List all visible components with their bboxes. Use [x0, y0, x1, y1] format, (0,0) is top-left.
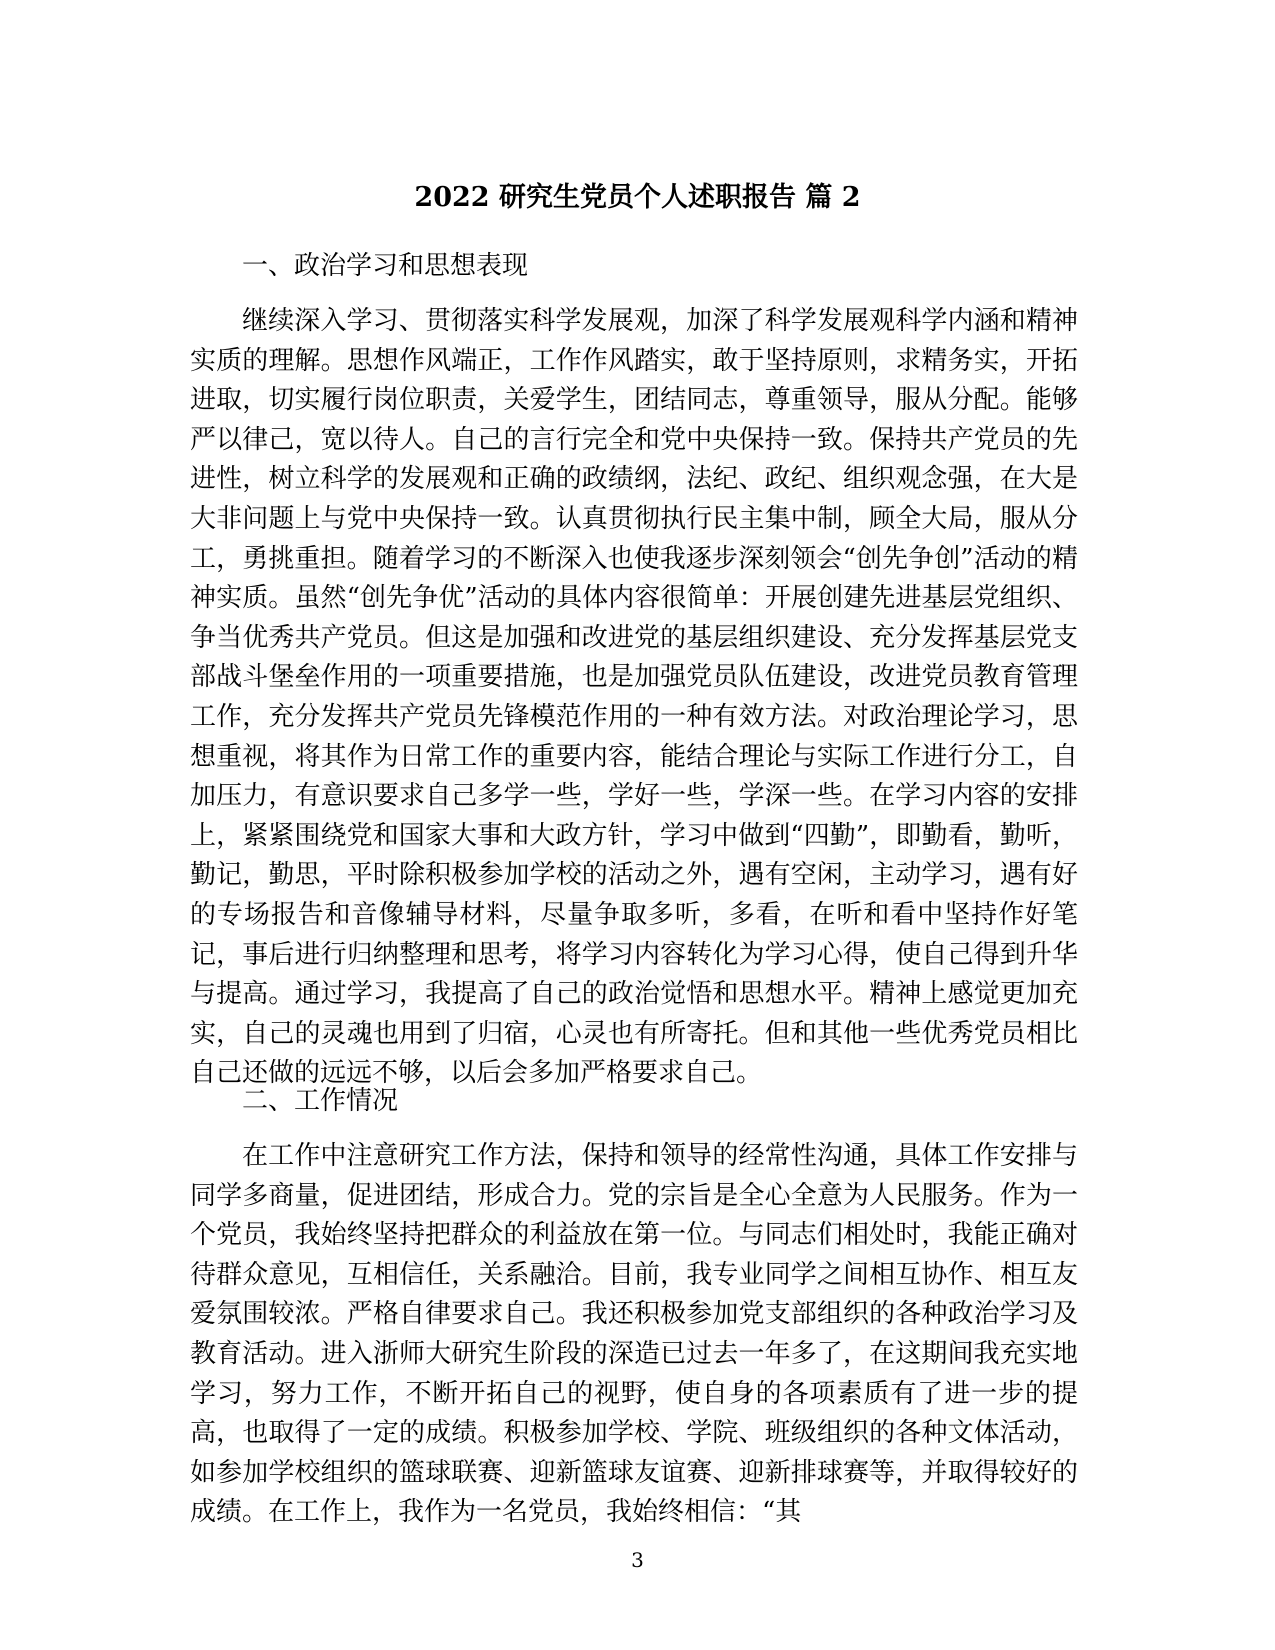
section-paragraph-political-study: 继续深入学习、贯彻落实科学发展观，加深了科学发展观科学内涵和精神实质的理解。思想作风端正，工作作风踏实，敢于坚持原则，求精务实，开拓进取，切实履行岗位职责，关爱学生，团结同志，尊重领导，服从分配。能够严以律己，宽以待人。自己的言行完全和党中央保持一致。保持共产党员的先进性，树立科学的发展观和正确的政绩纲，法纪、政纪、组织观念强，在大是大非问题上与党中央保持一致。认真贯彻执行民主集中制，顾全大局，服从分工，勇挑重担。随着学习的不断深入也使我逐步深刻领会“创先争创”活动的精神实质。虽然“创先争优”活动的具体内容很简单：开展创建先进基层党组织、争当优秀共产党员。但这是加强和改进党的基层组织建设、充分发挥基层党支部战斗堡垒作用的一项重要措施，也是加强党员队伍建设，改进党员教育管理工作，充分发挥共产党员先锋模范作用的一种有效方法。对政治理论学习，思想重视，将其作为日常工作的重要内容，能结合理论与实际工作进行分工，自加压力，有意识要求自己多学一些，学好一些，学深一些。在学习内容的安排上，紧紧围绕党和国家大事和大政方针，学习中做到“四勤”，即勤看，勤听，勤记，勤思，平时除积极参加学校的活动之外，遇有空闲，主动学习，遇有好的专场报告和音像辅导材料，尽量争取多听，多看，在听和看中坚持作好笔记，事后进行归纳整理和思考，将学习内容转化为学习心得，使自己得到升华与提高。通过学习，我提高了自己的政治觉悟和思想水平。精神上感觉更加充实，自己的灵魂也用到了归宿，心灵也有所寄托。但和其他一些优秀党员相比自己还做的远远不够，以后会多加严格要求自己。: [190, 306, 1078, 1089]
section-paragraph-work: 在工作中注意研究工作方法，保持和领导的经常性沟通，具体工作安排与同学多商量，促进团结，形成合力。党的宗旨是全心全意为人民服务。作为一个党员，我始终坚持把群众的利益放在第一位。与同志们相处时，我能正确对待群众意见，互相信任，关系融洽。目前，我专业同学之间相互协作、相互友爱氛围较浓。严格自律要求自己。我还积极参加党支部组织的各种政治学习及教育活动。进入浙师大研究生阶段的深造已过去一年多了，在这期间我充实地学习，努力工作，不断开拓自己的视野，使自身的各项素质有了进一步的提高，也取得了一定的成绩。积极参加学校、学院、班级组织的各种文体活动，如参加学校组织的篮球联赛、迎新篮球友谊赛、迎新排球赛等，并取得较好的成绩。在工作上，我作为一名党员，我始终相信：“其: [190, 1141, 1078, 1528]
document-title: 2022 研究生党员个人述职报告 篇 2: [414, 182, 861, 213]
section-heading-work: 二、工作情况: [242, 1086, 399, 1116]
section-heading-political-study: 一、政治学习和思想表现: [242, 251, 529, 281]
page-number: 3: [631, 1548, 644, 1572]
